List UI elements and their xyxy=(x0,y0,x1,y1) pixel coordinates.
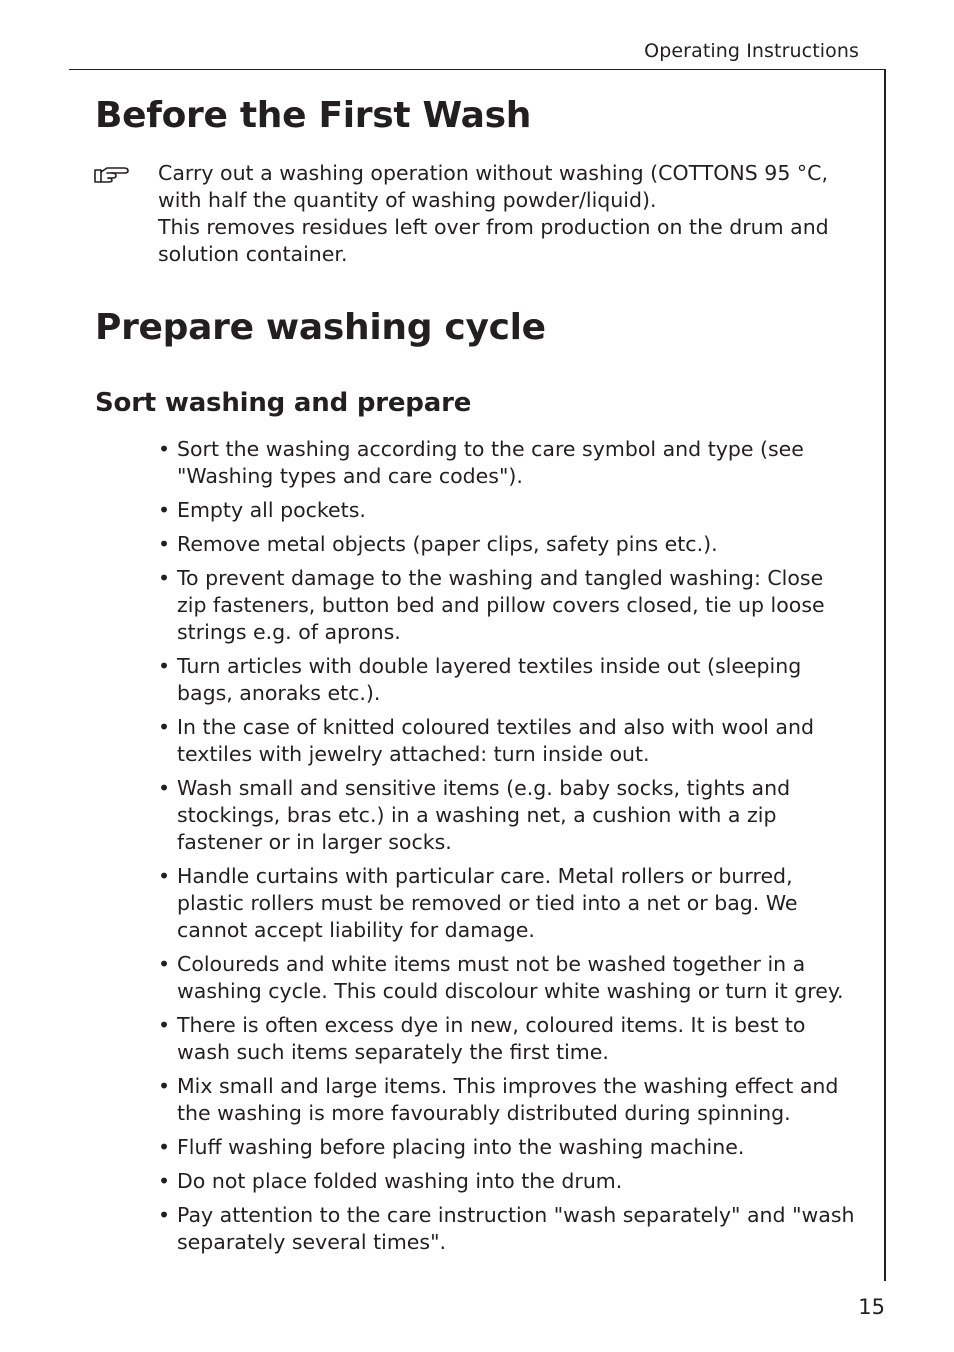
list-item xyxy=(158,497,858,524)
list-item xyxy=(158,714,858,768)
list-item xyxy=(158,565,858,646)
bullet-icon: • xyxy=(158,1169,171,1193)
bullet-icon: • xyxy=(158,864,171,888)
bullet-icon: • xyxy=(158,498,171,522)
list-item xyxy=(158,1168,858,1195)
page-number: 15 xyxy=(858,1295,885,1319)
list-item-text: There is often excess dye in new, coloured items. It is best to wash such items separately the first time. xyxy=(177,1013,806,1064)
bullet-icon: • xyxy=(158,566,171,590)
list-item-text: In the case of knitted coloured textiles and also with wool and textiles with jewelry attached: turn inside out. xyxy=(177,715,814,766)
bullet-icon: • xyxy=(158,715,171,739)
list-item xyxy=(158,531,858,558)
pointing-hand-icon xyxy=(94,164,130,186)
list-item-text: Fluff washing before placing into the washing machine. xyxy=(177,1135,745,1159)
first-wash-title: Before the First Wash xyxy=(95,95,532,136)
list-item-text: Pay attention to the care instruction "wash separately" and "wash separately several times". xyxy=(177,1203,855,1254)
bullet-icon: • xyxy=(158,1074,171,1098)
list-item-text: Turn articles with double layered textiles inside out (sleeping bags, anoraks etc.). xyxy=(177,654,802,705)
list-item xyxy=(158,653,858,707)
sort-washing-subtitle: Sort washing and prepare xyxy=(95,388,472,418)
page-side-rule xyxy=(884,69,886,1281)
list-item xyxy=(158,1202,858,1256)
bullet-icon: • xyxy=(158,1135,171,1159)
prepare-cycle-title: Prepare washing cycle xyxy=(95,307,546,348)
preparation-list xyxy=(158,436,858,1263)
list-item-text: Do not place folded washing into the drum. xyxy=(177,1169,623,1193)
list-item xyxy=(158,863,858,944)
first-wash-note xyxy=(158,160,858,268)
bullet-icon: • xyxy=(158,952,171,976)
list-item-text: Handle curtains with particular care. Metal rollers or burred, plastic rollers must be removed or tied into a net or bag. We cannot accept liability for damage. xyxy=(177,864,798,942)
first-wash-instruction: Carry out a washing operation without washing (COTTONS 95 °C, with half the quantity of washing powder/liquid). xyxy=(158,161,828,212)
list-item xyxy=(158,436,858,490)
list-item-text: Mix small and large items. This improves the washing effect and the washing is more favourably distributed during spinning. xyxy=(177,1074,839,1125)
bullet-icon: • xyxy=(158,654,171,678)
bullet-icon: • xyxy=(158,1013,171,1037)
list-item xyxy=(158,1134,858,1161)
list-item xyxy=(158,951,858,1005)
bullet-icon: • xyxy=(158,1203,171,1227)
list-item xyxy=(158,1073,858,1127)
header-section-label: Operating Instructions xyxy=(644,40,859,62)
bullet-icon: • xyxy=(158,437,171,461)
header-rule xyxy=(69,69,886,70)
bullet-icon: • xyxy=(158,532,171,556)
first-wash-explanation: This removes residues left over from production on the drum and solution container. xyxy=(158,215,829,266)
bullet-icon: • xyxy=(158,776,171,800)
list-item-text: Remove metal objects (paper clips, safety pins etc.). xyxy=(177,532,718,556)
list-item xyxy=(158,1012,858,1066)
list-item-text: To prevent damage to the washing and tangled washing: Close zip fasteners, button bed and pillow covers closed, tie up loose strings e.g. of aprons. xyxy=(177,566,825,644)
list-item-text: Wash small and sensitive items (e.g. baby socks, tights and stockings, bras etc.) in a washing net, a cushion with a zip fastener or in larger socks. xyxy=(177,776,791,854)
list-item-text: Empty all pockets. xyxy=(177,498,366,522)
list-item-text: Coloureds and white items must not be washed together in a washing cycle. This could discolour white washing or turn it grey. xyxy=(177,952,844,1003)
list-item xyxy=(158,775,858,856)
list-item-text: Sort the washing according to the care symbol and type (see "Washing types and care codes"). xyxy=(177,437,804,488)
